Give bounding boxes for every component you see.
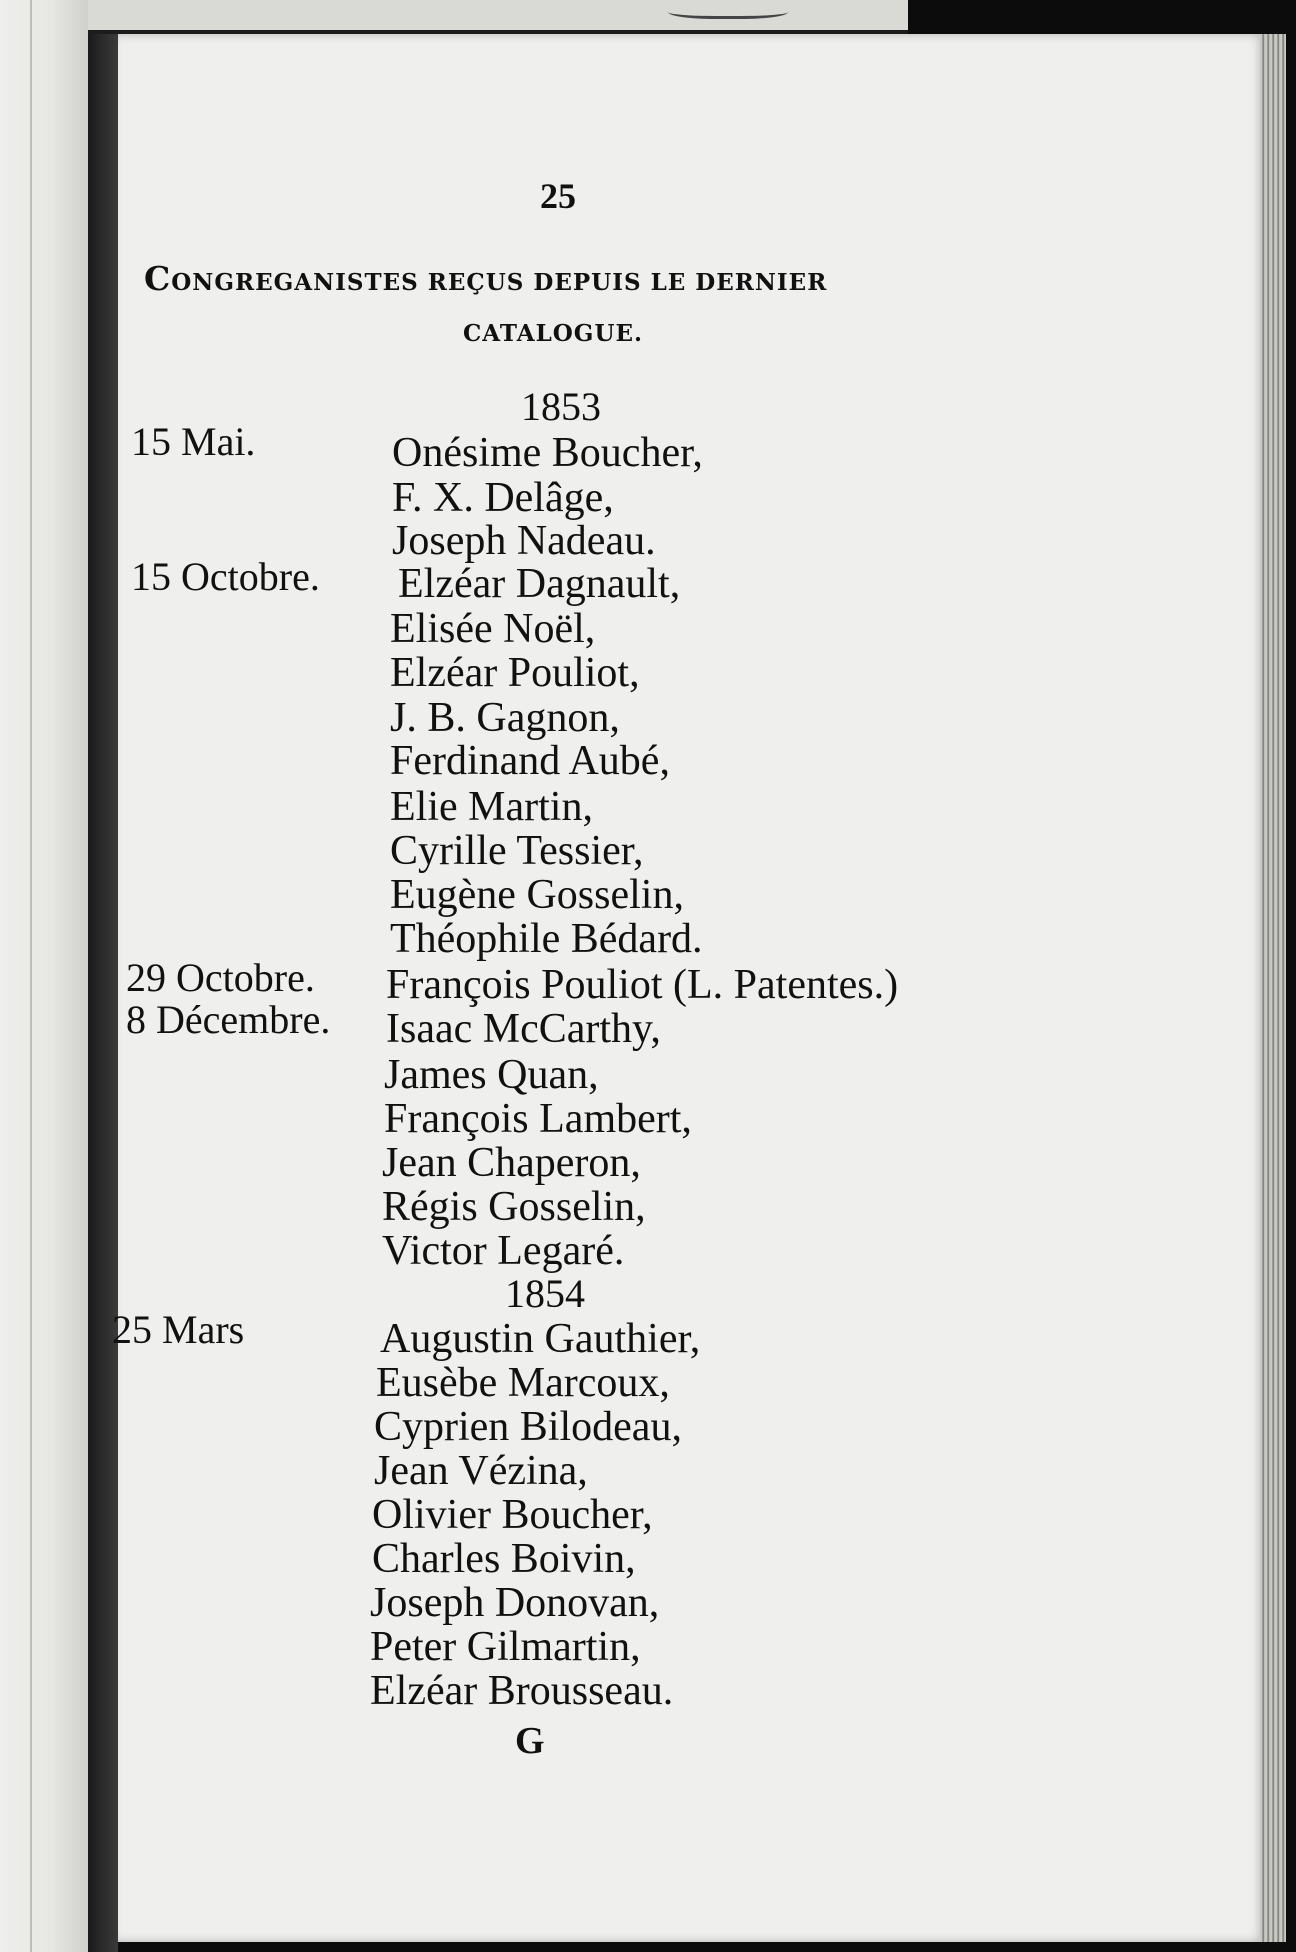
congreganist-name: Ferdinand Aubé, xyxy=(390,738,670,784)
year-heading: 1853 xyxy=(521,384,601,429)
entry-date: 29 Octobre. xyxy=(126,955,315,1000)
congreganist-name: Cyrille Tessier, xyxy=(390,828,644,874)
entry-date: 15 Octobre. xyxy=(131,554,320,599)
congreganist-name: Joseph Donovan, xyxy=(370,1580,660,1626)
congreganist-name: James Quan, xyxy=(384,1052,599,1098)
entry-date: 25 Mars xyxy=(112,1307,245,1352)
congreganist-name: Olivier Boucher, xyxy=(372,1492,653,1538)
congreganist-name: Elisée Noël, xyxy=(390,606,596,652)
page-number: 25 xyxy=(540,176,576,216)
heading-initial: C xyxy=(144,259,172,298)
congreganist-name: Jean Vézina, xyxy=(374,1448,588,1494)
heading-rest: ONGREGANISTES REÇUS DEPUIS LE DERNIER xyxy=(171,269,828,296)
congreganist-name: Augustin Gauthier, xyxy=(380,1316,701,1362)
year-heading: 1854 xyxy=(505,1271,585,1316)
spine-grain xyxy=(30,0,32,1952)
congreganist-name: François Pouliot (L. Patentes.) xyxy=(386,962,899,1008)
congreganist-name: Eugène Gosselin, xyxy=(390,872,684,918)
signature-mark: G xyxy=(515,1720,545,1762)
congreganist-name: Elzéar Dagnault, xyxy=(398,561,681,607)
congreganist-name: J. B. Gagnon, xyxy=(390,695,620,741)
heading-line-2: CATALOGUE. xyxy=(463,320,644,347)
congreganist-name: Théophile Bédard. xyxy=(390,916,703,962)
top-page-strip xyxy=(88,0,908,34)
congreganist-name: Cyprien Bilodeau, xyxy=(374,1404,682,1450)
congreganist-name: Elie Martin, xyxy=(390,784,593,830)
congreganist-name: Elzéar Pouliot, xyxy=(390,650,640,696)
congreganist-name: Jean Chaperon, xyxy=(382,1140,641,1186)
congreganist-name: F. X. Delâge, xyxy=(392,475,614,521)
congreganist-name: Joseph Nadeau. xyxy=(392,518,656,564)
congreganist-name: Eusèbe Marcoux, xyxy=(376,1360,670,1406)
congreganist-name: Charles Boivin, xyxy=(372,1536,636,1582)
adjacent-page-edge xyxy=(0,0,88,1952)
book-gutter xyxy=(88,0,118,1952)
congreganist-name: Peter Gilmartin, xyxy=(370,1624,641,1670)
ink-scribble xyxy=(668,2,788,19)
congreganist-name: Onésime Boucher, xyxy=(392,430,703,476)
congreganist-name: Régis Gosselin, xyxy=(382,1184,646,1230)
congreganist-name: Isaac McCarthy, xyxy=(386,1006,661,1052)
entry-date: 8 Décembre. xyxy=(126,997,331,1042)
congreganist-name: François Lambert, xyxy=(384,1096,692,1142)
congreganist-name: Elzéar Brousseau. xyxy=(370,1668,674,1714)
entry-date: 15 Mai. xyxy=(131,419,256,464)
heading-line-1 xyxy=(144,259,828,298)
page-stack-edge xyxy=(1260,34,1286,1942)
congreganist-name: Victor Legaré. xyxy=(382,1228,625,1274)
